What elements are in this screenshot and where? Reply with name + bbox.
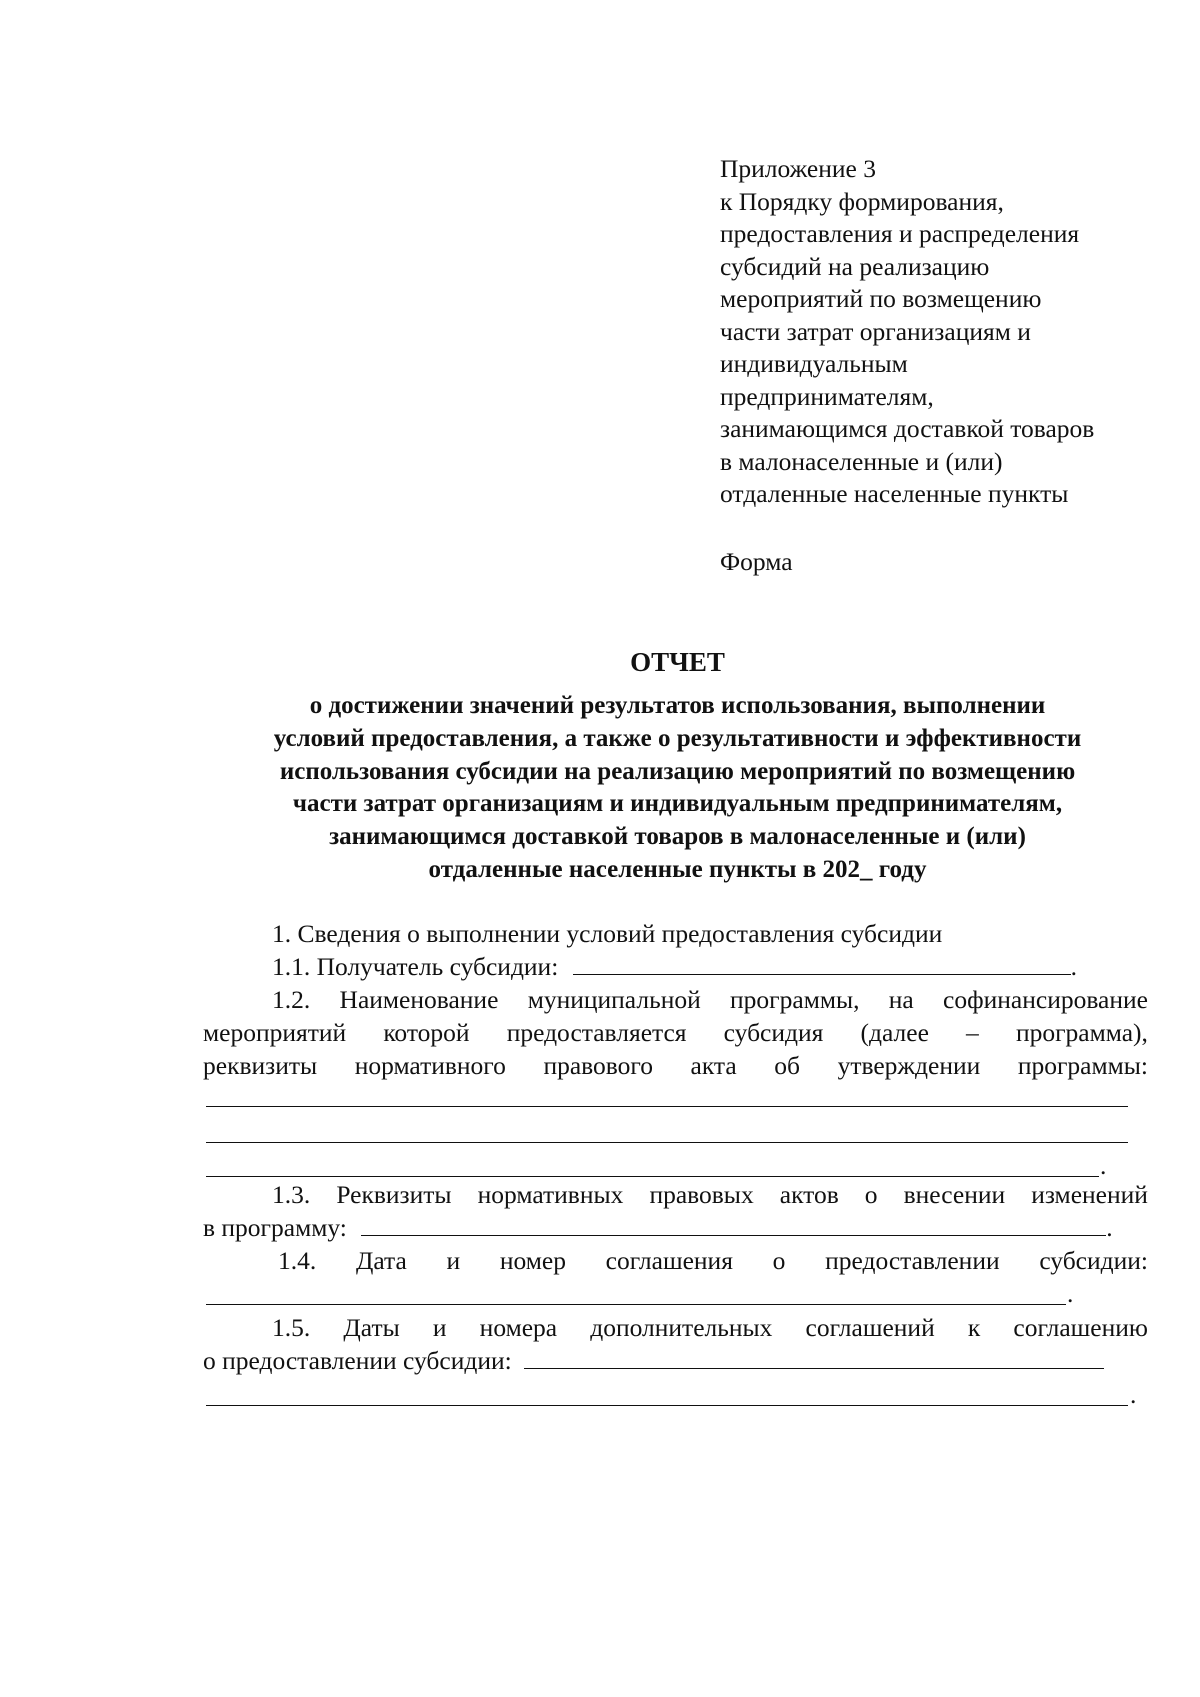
word: программа), [1015,1018,1148,1047]
word: 1.2. [272,985,311,1014]
section-1-heading: 1. Сведения о выполнении условий предоставления субсидии [272,919,943,948]
additional-agreements-field[interactable] [524,1346,1104,1369]
period: . [1070,952,1078,981]
word: 1.5. [272,1313,311,1342]
word: на [888,985,914,1014]
section-1-2-line-3 [203,1051,1148,1084]
word: мероприятий [203,1018,347,1047]
section-1-2-line-1 [272,985,1148,1018]
section-1-5-line-1 [272,1313,1148,1346]
program-field-line-1[interactable] [206,1106,1128,1107]
amendments-label: в программу: [203,1213,347,1242]
section-1-3-line-1 [272,1180,1148,1213]
word: нормативного [354,1051,506,1080]
additional-agreements-label: о предоставлении субсидии: [203,1346,512,1375]
section-1-3-line-2 [203,1213,1148,1246]
word: правовых [649,1180,754,1209]
subtitle-line: отдаленные населенные пункты в 202_ году [428,855,927,883]
section-1-4-line-1 [278,1246,1148,1279]
period: . [1130,1380,1137,1409]
section-1-5-line-2 [203,1346,1148,1379]
period: . [1106,1213,1113,1242]
word: которой [383,1018,470,1047]
appendix-line: части затрат организациям и [720,316,1031,346]
word: утверждении [837,1051,981,1080]
word: соглашения [605,1246,733,1275]
appendix-line: индивидуальным [720,349,908,378]
word: предоставляется [506,1018,687,1047]
document-subtitle [150,690,1200,887]
word: номер [499,1246,566,1275]
appendix-line: предпринимателям, [720,381,934,411]
word: и [432,1313,447,1342]
appendix-line: мероприятий по возмещению [720,284,1042,313]
appendix-line: Приложение 3 [720,154,876,183]
section-1-1 [272,952,1172,985]
word: соглашению [1013,1313,1148,1342]
word: изменений [1031,1180,1148,1209]
appendix-line: отдаленные населенные пункты [720,479,1069,508]
word: Дата [355,1246,407,1275]
amendments-field[interactable] [361,1213,1106,1236]
word: программы, [730,985,860,1014]
word: и [446,1246,461,1275]
word: субсидия [723,1018,824,1047]
subtitle-line: занимающимся доставкой товаров в малонаселенные и (или) [329,823,1026,851]
word: о [772,1246,786,1275]
program-field-line-2[interactable] [206,1142,1128,1143]
word: актов [779,1180,839,1209]
word: Наименование [339,985,499,1014]
word: дополнительных [590,1313,773,1342]
appendix-header [720,153,1160,511]
appendix-line: субсидий на реализацию [720,251,990,281]
word: предоставлении [825,1246,1000,1275]
additional-agreements-field-line-2[interactable] [206,1405,1128,1406]
word: – [966,1018,979,1047]
word: реквизиты [203,1051,318,1080]
subtitle-line: условий предоставления, а также о результативности и эффективности [273,724,1082,752]
form-label: Форма [720,547,793,576]
word: Даты [343,1313,400,1342]
word: софинансирование [943,985,1148,1014]
period: . [1100,1151,1107,1180]
recipient-field[interactable] [573,952,1071,975]
word: номера [479,1313,558,1342]
document-title: ОТЧЕТ [630,647,725,677]
word: Реквизиты [336,1180,452,1209]
word: программы: [1017,1051,1148,1080]
appendix-line: занимающимся доставкой товаров [720,414,1095,443]
word: об [774,1051,800,1080]
appendix-line: в малонаселенные и (или) [720,446,1003,476]
word: субсидии: [1039,1246,1148,1275]
word: внесении [903,1180,1006,1209]
word: к [967,1313,981,1342]
program-field-line-3[interactable] [206,1176,1099,1177]
subtitle-line: части затрат организациям и индивидуальным предпринимателям, [292,790,1063,818]
word: соглашений [805,1313,935,1342]
appendix-line: к Порядку формирования, [720,186,1004,216]
word: (далее [860,1018,929,1047]
word: 1.4. [278,1246,317,1275]
agreement-field[interactable] [206,1304,1066,1305]
word: акта [690,1051,737,1080]
subtitle-line: использования субсидии на реализацию мероприятий по возмещению [279,757,1076,785]
period: . [1067,1279,1074,1308]
word: муниципальной [527,985,701,1014]
word: нормативных [477,1180,624,1209]
recipient-label: 1.1. Получатель субсидии: [272,952,559,981]
subtitle-line: о достижении значений результатов использования, выполнении [309,692,1046,719]
appendix-line: предоставления и распределения [720,219,1080,248]
word: 1.3. [272,1180,311,1209]
word: о [864,1180,878,1209]
word: правового [543,1051,653,1080]
section-1-2-line-2 [203,1018,1148,1051]
